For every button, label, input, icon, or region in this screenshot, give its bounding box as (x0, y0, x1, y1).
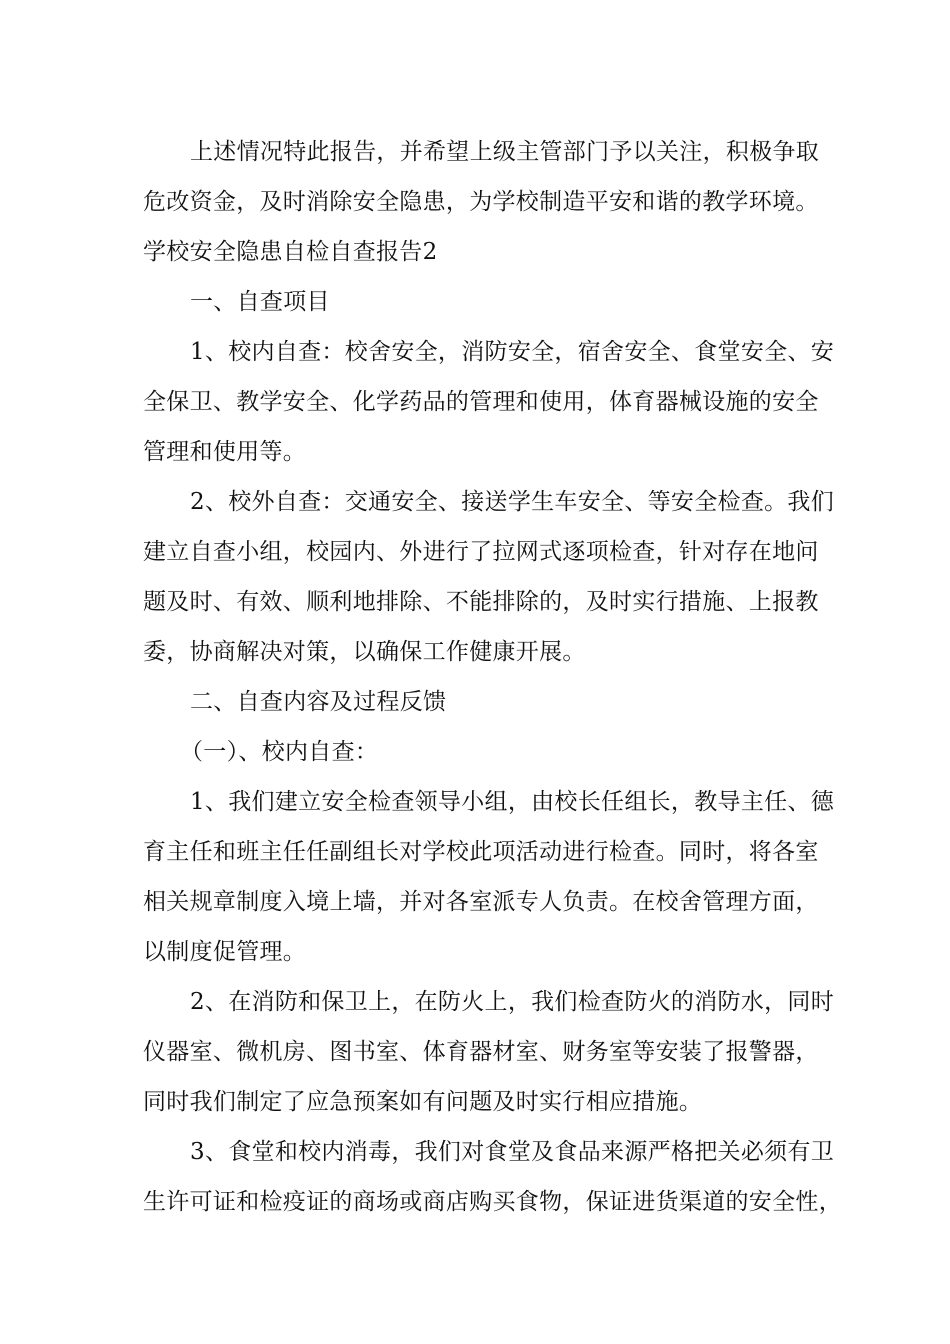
text-line: 1、我们建立安全检查领导小组，由校长任组长，教导主任、德 (190, 789, 835, 815)
section-title: 学校安全隐患自检自查报告2 (143, 239, 438, 265)
text-line: 生许可证和检疫证的商场或商店购买食物，保证进货渠道的安全性， (143, 1189, 842, 1215)
text-line: 上述情况特此报告，并希望上级主管部门予以关注，积极争取 (190, 139, 820, 165)
text-line: 同时我们制定了应急预案如有问题及时实行相应措施。 (143, 1089, 703, 1115)
subheading: （一）、校内自查： (180, 739, 379, 765)
text-line: 题及时、有效、顺利地排除、不能排除的，及时实行措施、上报教 (143, 589, 819, 615)
text-line: 育主任和班主任任副组长对学校此项活动进行检查。同时，将各室 (143, 839, 819, 865)
text-line: 以制度促管理。 (143, 939, 307, 965)
text-line: 委，协商解决对策，以确保工作健康开展。 (143, 639, 586, 665)
text-line: 3、食堂和校内消毒，我们对食堂及食品来源严格把关必须有卫 (190, 1139, 835, 1165)
text-line: 1、校内自查：校舍安全，消防安全，宿舍安全、食堂安全、安 (190, 339, 835, 365)
text-line: 危改资金，及时消除安全隐患，为学校制造平安和谐的教学环境。 (143, 189, 819, 215)
text-line: 2、校外自查：交通安全、接送学生车安全、等安全检查。我们 (190, 489, 835, 515)
heading: 二、自查内容及过程反馈 (190, 689, 447, 715)
heading: 一、自查项目 (190, 289, 330, 315)
text-line: 管理和使用等。 (143, 439, 307, 465)
text-line: 相关规章制度入境上墙，并对各室派专人负责。在校舍管理方面， (143, 889, 819, 915)
text-line: 仪器室、微机房、图书室、体育器材室、财务室等安装了报警器， (143, 1039, 819, 1065)
text-line: 建立自查小组，校园内、外进行了拉网式逐项检查，针对存在地问 (143, 539, 819, 565)
text-line: 全保卫、教学安全、化学药品的管理和使用，体育器械设施的安全 (143, 389, 819, 415)
text-line: 2、在消防和保卫上，在防火上，我们检查防火的消防水，同时 (190, 989, 835, 1015)
